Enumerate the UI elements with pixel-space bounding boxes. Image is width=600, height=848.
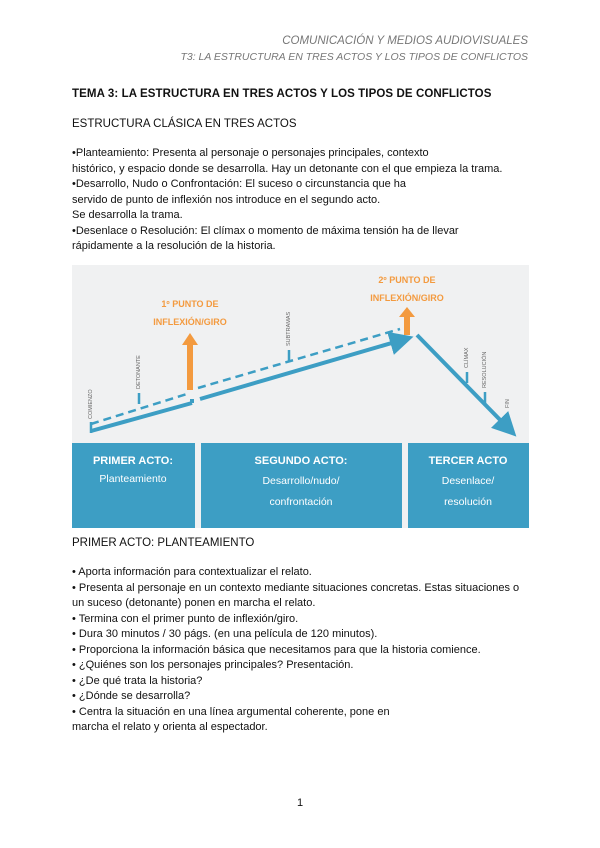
list-item: • Termina con el primer punto de inflexión/giro. [72,612,299,625]
turning-point-1-label-line1: 1º PUNTO DE [161,299,219,309]
section1-paragraph [72,146,532,255]
comienzo-label: COMIENZO [88,389,94,419]
turning-point-2-label-line1: 2º PUNTO DE [378,275,436,285]
list-item: • Centra la situación en una línea argumental coherente, pone en [72,705,390,718]
list-item: • ¿Quiénes son los personajes principales? Presentación. [72,659,354,671]
list-item: • Presenta al personaje en un contexto mediante situaciones concretas. Estas situaciones o [72,581,520,594]
act2-subtitle-line1: Desarrollo/nudo/ [262,475,340,487]
act3-title: TERCER ACTO [428,455,508,467]
list-item: • Dura 30 minutos / 30 págs. (en una película de 120 minutos). [72,628,378,640]
text-line: rápidamente a la resolución de la historia. [72,240,276,252]
section1-heading: ESTRUCTURA CLÁSICA EN TRES ACTOS [72,118,297,130]
act2-title: SEGUNDO ACTO: [254,455,348,467]
list-item: • ¿Dónde se desarrolla? [72,690,191,702]
climax-label: CLÍMAX [464,347,470,368]
turning-point-1-arrow-head [182,333,198,345]
text-line: servido de punto de inflexión nos introduce en el segundo acto. [72,193,381,206]
fin-label: FIN [505,399,511,408]
section2-heading: PRIMER ACTO: PLANTEAMIENTO [72,537,255,549]
document-title: TEMA 3: LA ESTRUCTURA EN TRES ACTOS Y LOS TIPOS DE CONFLICTOS [72,88,492,100]
text-line: Se desarrolla la trama. [72,209,183,221]
detonante-label: DETONANTE [136,355,142,389]
act2-rising-arrow [200,340,402,399]
text-line: •Desenlace o Resolución: El clímax o momento de máxima tensión ha de llevar [72,224,459,237]
turning-point-1-label-line2: INFLEXIÓN/GIRO [153,317,227,327]
section2-paragraph [72,565,532,736]
act1-subtitle: Planteamiento [99,473,167,485]
list-item: • Proporciona la información básica que necesitamos para que la historia comience. [72,643,481,656]
running-header-topic: T3: LA ESTRUCTURA EN TRES ACTOS Y LOS TIPOS DE CONFLICTOS [180,51,528,63]
list-item: • Aporta información para contextualizar el relato. [72,566,312,578]
text-line: •Planteamiento: Presenta al personaje o personajes principales, contexto [72,147,429,159]
page-number: 1 [296,797,304,809]
three-act-diagram [72,265,529,528]
act2-subtitle-line2: confrontación [269,496,333,508]
list-item: un suceso (detonante) ponen en marcha el relato. [72,597,316,609]
resolucion-label: RESOLUCIÓN [482,351,488,388]
act3-subtitle-line2: resolución [444,496,492,508]
running-header-course: COMUNICACIÓN Y MEDIOS AUDIOVISUALES [282,35,528,47]
act3-falling-arrow [417,335,508,428]
list-item: marcha el relato y orienta al espectador. [72,721,268,733]
turning-point-2-arrow-shaft [404,315,410,335]
list-item: • ¿De qué trata la historia? [72,674,203,687]
text-line: •Desarrollo, Nudo o Confrontación: El suceso o circunstancia que ha [72,178,407,190]
act1-title: PRIMER ACTO: [92,455,174,467]
turning-point-1-arrow-shaft [187,343,193,390]
act2-dashed-line [198,329,400,388]
turning-point-2-arrow-head [399,307,415,317]
act3-subtitle-line1: Desenlace/ [441,475,495,487]
three-act-diagram-svg [72,265,529,528]
turning-point-2-label-line2: INFLEXIÓN/GIRO [370,293,444,303]
text-line: histórico, y espacio donde se desarrolla. Hay un detonante con el que empieza la trama. [72,162,503,175]
subtramas-label: SUBTRAMAS [286,311,292,346]
